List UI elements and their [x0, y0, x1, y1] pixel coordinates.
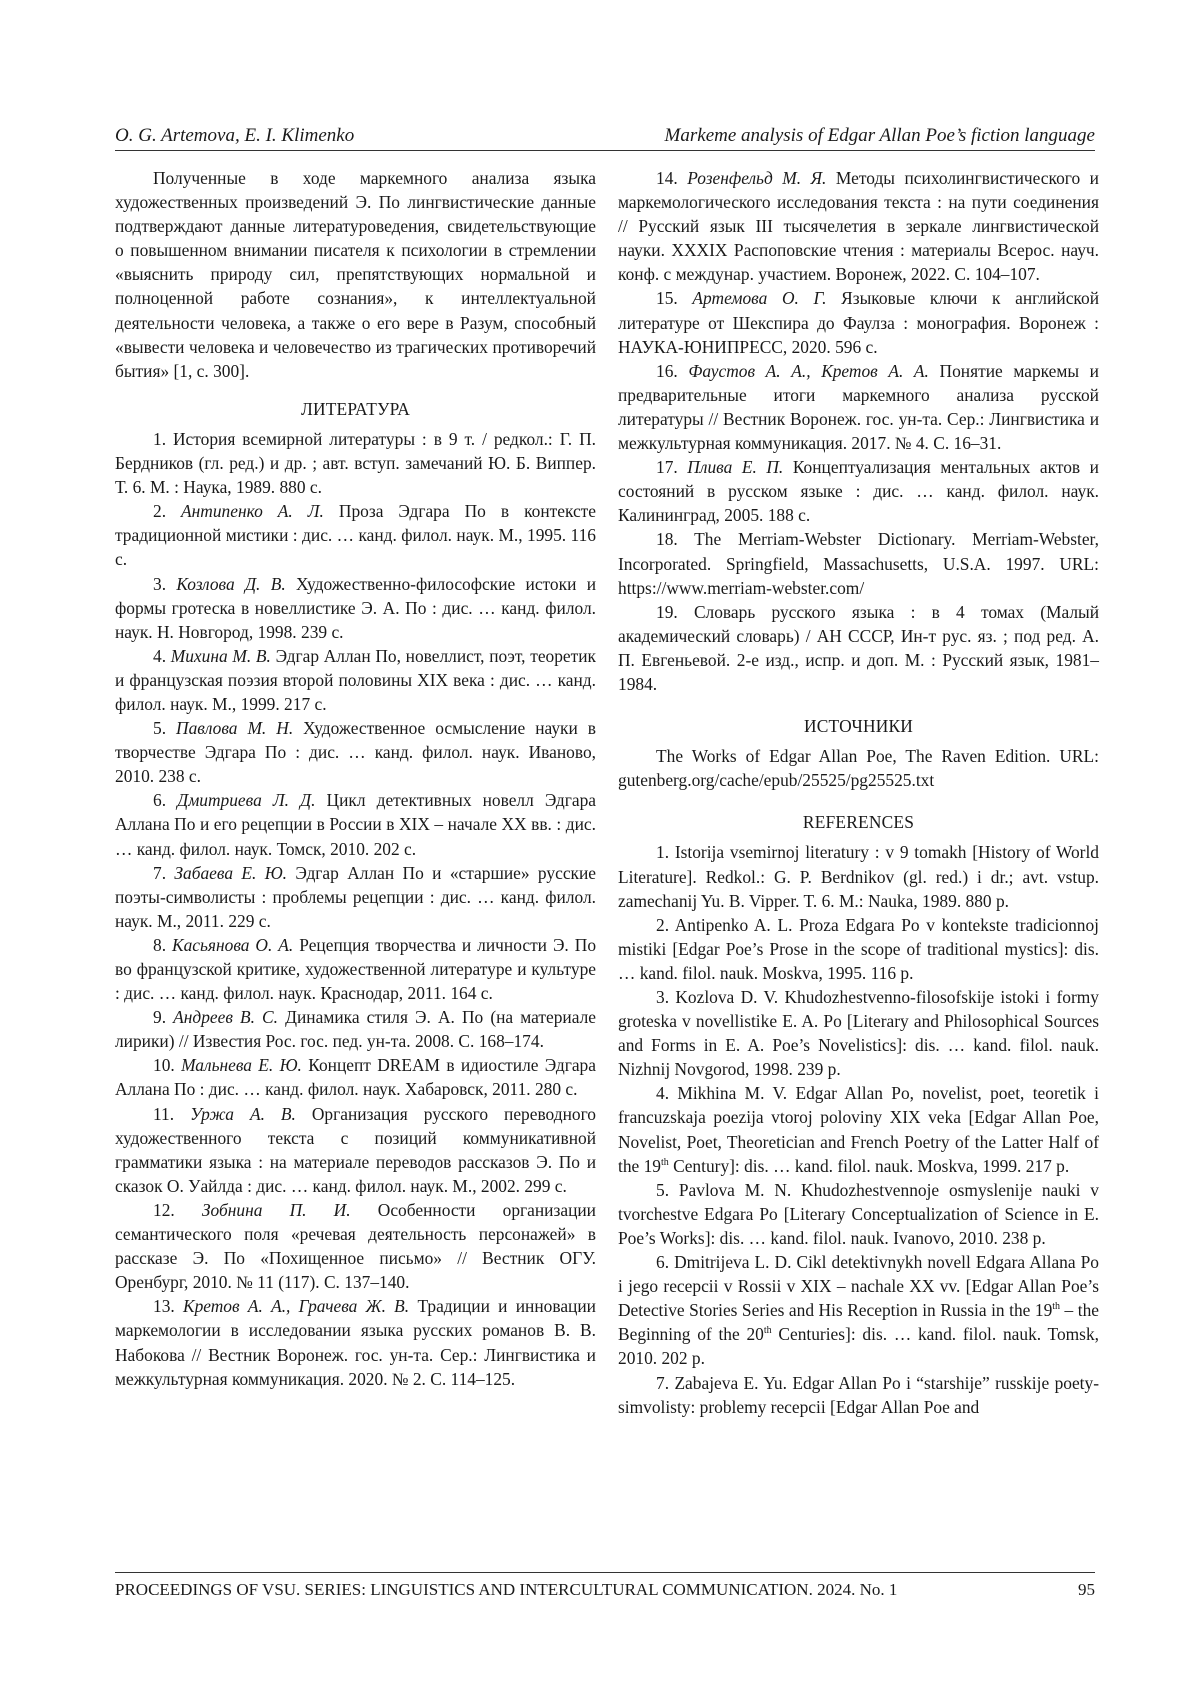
sources-text: The Works of Edgar Allan Poe, The Raven Edition. URL: gutenberg.org/cache/epub/25525/pg25525.txt [618, 746, 1099, 791]
literature-item [115, 427, 596, 499]
literature-item [115, 1294, 596, 1390]
ref-text: Методы психолингвистического и маркемологического исследования текста : на пути соединения // Русский язык III тысячелетия в зеркале лингвистической науки. XXXIX Распоповские чтения : материалы Всерос. науч. конф. с междунар. участием. Воронеж, 2022. С. 104–107. [618, 168, 1099, 285]
reference-item [618, 1178, 1099, 1250]
ref-text: Centuries]: dis. … kand. filol. nauk. Tomsk, 2010. 202 p. [618, 1324, 1099, 1369]
running-header [115, 124, 1095, 151]
reference-item [618, 913, 1099, 985]
ref-number: 17. [656, 457, 688, 478]
ref-number: 2. [656, 914, 675, 935]
literature-item [115, 1198, 596, 1294]
ref-number: 16. [656, 360, 689, 381]
ref-author: Розенфельд М. Я. [687, 168, 827, 188]
literature-item [115, 933, 596, 1005]
ref-number: 19. [656, 601, 694, 622]
ref-text: Эдгар Аллан По и «старшие» русские поэты-символисты : проблемы рецепции : дис. … канд. филол. наук. М., 2011. 229 с. [115, 862, 597, 931]
ref-number: 8. [153, 934, 173, 955]
left-column [115, 166, 596, 1391]
ref-text: Словарь русского языка : в 4 томах (Малый академический словарь) / АН СССР, Ин-т рус. яз. ; под ред. А. П. Евгеньевой. 2-е изд., испр. и доп. М. : Русский язык, 1981–1984. [618, 601, 1099, 694]
ref-number: 2. [153, 501, 182, 522]
ref-text: История всемирной литературы : в 9 т. / редкол.: Г. П. Бердников (гл. ред.) и др. ; авт. вступ. замечаний Ю. Б. Виппер. Т. 6. М. : Наука, 1989. 880 с. [115, 428, 596, 498]
right-column [618, 166, 1099, 1419]
ref-text: Проза Эдгара По в контексте традиционной мистики : дис. … канд. филол. наук. М., 1995. 116 с. [115, 501, 597, 570]
ref-superscript: th [763, 1325, 772, 1337]
ref-number: 14. [656, 168, 688, 188]
ref-number: 7. [656, 1372, 675, 1393]
literature-item [115, 788, 596, 860]
reference-item [618, 1081, 1099, 1177]
ref-superscript: th [1052, 1301, 1061, 1313]
page-number: 95 [1078, 1580, 1095, 1599]
ref-text: Century]: dis. … kand. filol. nauk. Moskva, 1999. 217 p. [668, 1155, 1070, 1176]
literature-item [618, 455, 1099, 527]
ref-author: Мальнева Е. Ю. [181, 1055, 302, 1076]
ref-number: 7. [153, 862, 175, 883]
ref-author: Фаустов А. А., Кретов А. А. [688, 360, 929, 381]
ref-text: Istorija vsemirnoj literatury : v 9 tomakh [History of World Literature]. Redkol.: G. P. Berdnikov (gl. red.) i dr.; avt. vstup. zamechanij Yu. B. Vipper. T. 6. M.: Nauka, 1989. 880 p. [618, 842, 1099, 911]
literature-item [115, 1005, 596, 1053]
ref-author: Дмитриева Л. Д. [177, 790, 316, 811]
reference-item [618, 840, 1099, 912]
ref-text: Dmitrijeva L. D. Cikl detektivnykh novell Edgara Allana Po i jego recepcii v Rossii v XIX – nachale XX vv. [Edgar Allan Poe’s Detective Stories Series and His Reception in Russia in the 19 [618, 1252, 1100, 1321]
ref-number: 5. [153, 718, 177, 739]
reference-item [618, 985, 1099, 1081]
ref-text: Языковые ключи к английской литературе от Шекспира до Фаулза : монография. Воронеж : НАУКА-ЮНИПРЕСС, 2020. 596 с. [618, 288, 1099, 357]
intro-paragraph: Полученные в ходе маркемного анализа языка художественных произведений Э. По лингвистические данные подтверждают данные литературоведения, свидетельствующие о повышенном внимании писателя к психологии в стремлении «выяснить природу сил, препятствующих нормальной и полноценной работе сознания», к интеллектуальной деятельности человека, а также о его вере в Разум, способный «вывести человека и человечество из трагических противоречий бытия» [1, с. 300]. [115, 168, 596, 381]
ref-text: Концепт DREAM в идиостиле Эдгара Аллана По : дис. … канд. филол. наук. Хабаровск, 2011. 280 с. [115, 1055, 596, 1100]
ref-text: Эдгар Аллан По, новеллист, поэт, теоретик и французская поэзия второй половины XIX века : дис. … канд. филол. наук. М., 1999. 217 с. [115, 645, 596, 714]
header-authors: O. G. Artemova, E. I. Klimenko [115, 125, 355, 146]
ref-text: Цикл детективных новелл Эдгара Аллана По и его рецепции в России в XIX – начале XX вв. : дис. … канд. филол. наук. Томск, 2010. 202 с. [115, 790, 597, 859]
ref-number: 5. [656, 1179, 679, 1200]
ref-author: Уржа А. В. [190, 1103, 296, 1124]
literature-item [115, 644, 596, 716]
literature-item [115, 1102, 596, 1198]
ref-number: 1. [153, 428, 173, 449]
ref-text: Рецепция творчества и личности Э. По во французской критике, художественной литературе и культуре : дис. … канд. филол. наук. Краснодар, 2011. 164 с. [115, 934, 597, 1004]
ref-number: 4. [153, 645, 171, 666]
footer-journal: PROCEEDINGS OF VSU. SERIES: LINGUISTICS AND INTERCULTURAL COMMUNICATION. 2024. No. 1 [115, 1580, 898, 1599]
ref-author: Антипенко А. Л. [181, 501, 324, 522]
ref-number: 3. [656, 987, 676, 1007]
ref-number: 6. [656, 1252, 675, 1273]
literature-item [115, 716, 596, 788]
literature-item [618, 286, 1099, 358]
ref-author: Андреев В. С. [173, 1007, 279, 1028]
sources-heading: ИСТОЧНИКИ [803, 716, 914, 737]
ref-text: The Merriam-Webster Dictionary. Merriam-Webster, Incorporated. Springfield, Massachusetts, U.S.A. 1997. URL: https://www.merriam-webster.com/ [618, 529, 1100, 598]
ref-number: 4. [656, 1083, 678, 1104]
header-title: Markeme analysis of Edgar Allan Poe’s fiction language [664, 125, 1095, 146]
ref-text: Особенности организации семантического поля «речевая деятельность персонажей» в рассказе Э. По «Похищенное письмо» // Вестник ОГУ. Оренбург, 2010. № 11 (117). С. 137–140. [115, 1199, 596, 1293]
ref-text: Kozlova D. V. Khudozhestvenno-filosofskije istoki i formy groteska v novellistike E. A. Po [Literary and Philosophical Sources and Forms in E. A. Poe’s Novelistics]: dis. … kand. filol. nauk. Nizhnij Novgorod, 1998. 239 p. [618, 987, 1099, 1080]
literature-list-left [115, 427, 596, 1391]
ref-text: Antipenko A. L. Proza Edgara Po v kontekste tradicionnoj mistiki [Edgar Poe’s Prose in the scope of traditional mystics]: dis. … kand. filol. nauk. Moskva, 1995. 116 p. [618, 914, 1099, 983]
literature-item [618, 166, 1099, 286]
ref-number: 10. [153, 1055, 182, 1076]
literature-item [618, 600, 1099, 696]
ref-text: Pavlova M. N. Khudozhestvennoje osmyslenije nauki v tvorchestve Edgara Po [Literary Conceptualization of Science in E. Poe’s Works]: dis. … kand. filol. nauk. Ivanovo, 2010. 238 p. [618, 1179, 1099, 1248]
ref-author: Михина М. В. [170, 645, 271, 666]
ref-text: – the Beginning of the 20 [618, 1300, 1099, 1345]
ref-text: Традиции и инновации маркемологии в исследовании языка русских романов В. В. Набокова // Вестник Воронеж. гос. ун-та. Сер.: Лингвистика и межкультурная коммуникация. 2020. № 2. С. 114–125. [115, 1296, 596, 1389]
ref-author: Артемова О. Г. [692, 288, 827, 309]
ref-text: Организация русского переводного художественного текста с позиций коммуникативной грамматики языка : на материале переводов рассказов Э. По и сказок О. Уайлда : дис. … канд. филол. наук. М., 2002. 299 с. [115, 1103, 596, 1196]
literature-item [115, 861, 596, 933]
ref-number: 18. [656, 529, 695, 550]
ref-number: 15. [656, 288, 693, 309]
ref-superscript: th [660, 1156, 669, 1168]
reference-item [618, 1371, 1099, 1419]
literature-heading: ЛИТЕРАТУРА [300, 398, 410, 419]
ref-number: 13. [153, 1296, 184, 1317]
references-list [618, 840, 1099, 1418]
ref-number: 3. [153, 573, 177, 594]
page-footer [115, 1572, 1095, 1601]
ref-author: Зобнина П. И. [201, 1199, 351, 1220]
ref-text: Zabajeva E. Yu. Edgar Allan Po i “starshije” russkije poety-simvolisty: problemy recepcii [Edgar Allan Poe and [618, 1372, 1099, 1417]
literature-item [115, 499, 596, 571]
literature-item [115, 1053, 596, 1101]
references-heading: REFERENCES [802, 812, 915, 833]
ref-number: 9. [153, 1007, 174, 1028]
ref-text: Динамика стиля Э. А. По (на материале лирики) // Известия Рос. гос. пед. ун-та. 2008. С. 168–174. [115, 1007, 597, 1052]
ref-text: Художественно-философские истоки и формы гротеска в новеллистике Э. А. По : дис. … канд. филол. наук. Н. Новгород, 1998. 239 с. [115, 573, 596, 642]
ref-author: Забаева Е. Ю. [174, 862, 288, 883]
ref-author: Павлова М. Н. [176, 718, 294, 739]
ref-author: Касьянова О. А. [172, 934, 294, 955]
literature-list-right [618, 166, 1099, 696]
ref-author: Козлова Д. В. [176, 573, 286, 594]
ref-number: 6. [153, 790, 178, 811]
literature-item [618, 527, 1099, 599]
ref-number: 12. [153, 1199, 202, 1220]
ref-number: 11. [153, 1103, 191, 1124]
ref-author: Плива Е. П. [687, 457, 784, 478]
ref-text: Художественное осмысление науки в творчестве Эдгара По : дис. … канд. филол. наук. Иваново, 2010. 238 с. [115, 718, 596, 787]
ref-author: Кретов А. А., Грачева Ж. В. [183, 1296, 410, 1317]
literature-item [618, 359, 1099, 455]
literature-item [115, 572, 596, 644]
ref-text: Концептуализация ментальных актов и состояний в русском языке : дис. … канд. филол. наук. Калининград, 2005. 188 с. [618, 457, 1099, 526]
ref-text: Mikhina M. V. Edgar Allan Po, novelist, poet, teoretik i francuzskaja poezija vtoroj poloviny XIX veka [Edgar Allan Poe, Novelist, Poet, Theoretician and French Poetry of the Latter Half of the 19 [618, 1083, 1099, 1176]
ref-text: Понятие маркемы и предварительные итоги маркемного анализа русской литературы // Вестник Воронеж. гос. ун-та. Сер.: Лингвистика и межкультурная коммуникация. 2017. № 4. С. 16–31. [618, 360, 1099, 454]
ref-number: 1. [656, 842, 675, 863]
reference-item [618, 1250, 1099, 1370]
